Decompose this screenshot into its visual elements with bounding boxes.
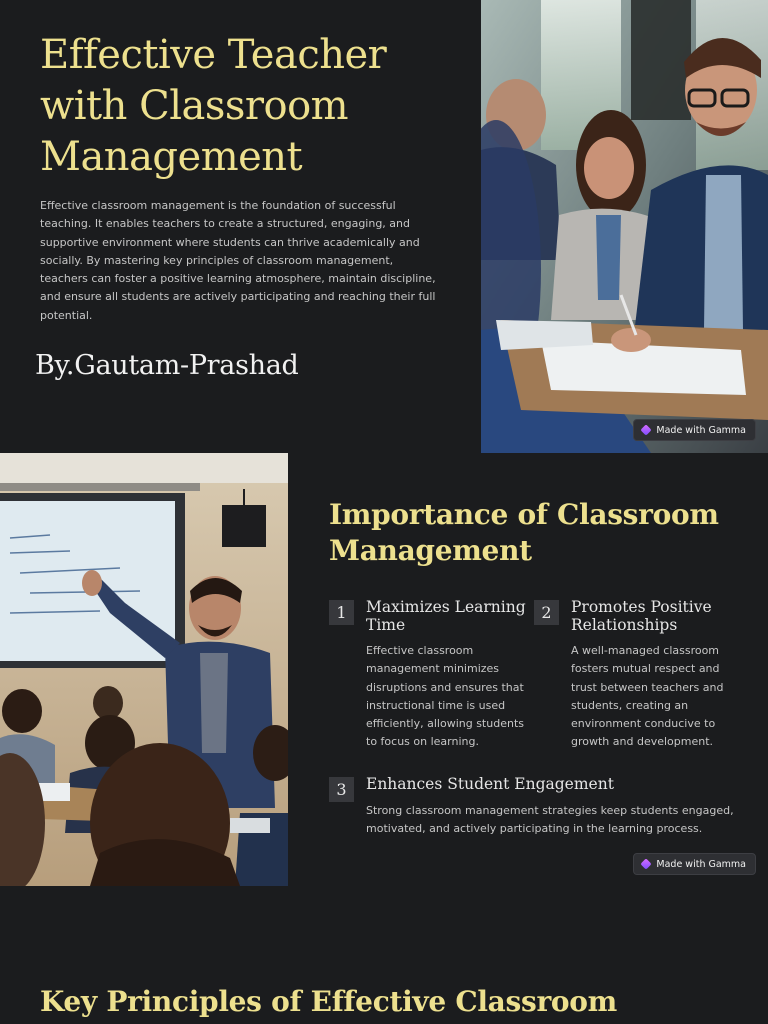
made-with-gamma-badge[interactable]: [633, 853, 756, 875]
teacher-lecture-photo: [0, 453, 288, 886]
badge-label: Made with Gamma: [656, 858, 746, 870]
teacher-lecture-illustration: [0, 453, 288, 886]
point-number-badge: 1: [329, 600, 354, 625]
point-number-badge: 2: [534, 600, 559, 625]
gamma-logo-icon: [641, 858, 652, 869]
students-group-photo: [481, 0, 768, 453]
point-body: A well-managed classroom fosters mutual respect and trust between teachers and students, creating an environment conducive to growth and development.: [571, 644, 724, 749]
section-title: Importance of Classroom Management: [329, 498, 719, 567]
point-number-badge: 3: [329, 777, 354, 802]
point-body: Strong classroom management strategies keep students engaged, motivated, and actively participating in the learning process.: [366, 804, 734, 836]
slide-importance: [0, 453, 768, 886]
badge-label: Made with Gamma: [656, 424, 746, 436]
author-byline: By.Gautam-Prashad: [35, 350, 299, 381]
made-with-gamma-badge[interactable]: [633, 419, 756, 441]
point-heading: Promotes Positive Relationships: [571, 598, 712, 634]
point-heading: Enhances Student Engagement: [366, 775, 614, 793]
page-title: Effective Teacher with Classroom Management: [40, 32, 387, 180]
section-title: Key Principles of Effective Classroom: [40, 985, 617, 1018]
intro-paragraph: Effective classroom management is the foundation of successful teaching. It enables teachers to create a structured, engaging, and supportive environment where students can thrive academically and socially. By mastering key principles of classroom management, teachers can foster a positive learning atmosphere, maintain discipline, and ensure all students are actively participating and reaching their full potential.: [40, 199, 436, 322]
point-heading: Maximizes Learning Time: [366, 598, 526, 634]
point-body: Effective classroom management minimizes disruptions and ensures that instructional time is used efficiently, allowing students to focus on learning.: [366, 644, 524, 749]
gamma-logo-icon: [641, 424, 652, 435]
students-group-illustration: [481, 0, 768, 453]
slide-key-principles: [0, 886, 768, 1024]
slide-title: [0, 0, 768, 453]
